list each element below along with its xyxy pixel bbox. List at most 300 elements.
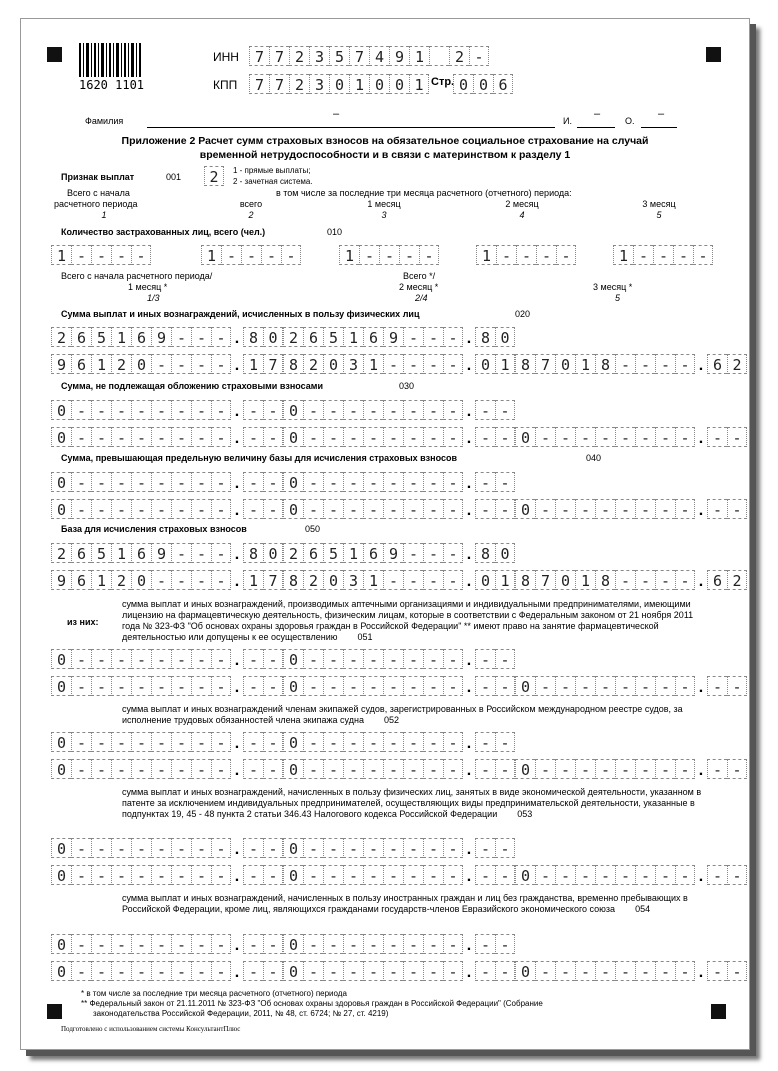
char-cell: - — [263, 400, 283, 420]
char-cell: 7 — [249, 74, 269, 94]
char-cell: - — [727, 427, 747, 447]
char-cell: - — [343, 499, 363, 519]
s050-row2-field-3[interactable] — [515, 570, 747, 590]
char-cell: - — [303, 499, 323, 519]
amount-integer — [283, 759, 463, 779]
amount-decimal — [243, 327, 283, 347]
col-num-5: 5 — [656, 210, 662, 220]
char-cell: - — [171, 570, 191, 590]
decimal-separator: . — [698, 964, 704, 981]
s053-text-body: сумма выплат и иных вознаграждений, начисленных в пользу физических лиц, занятых в виде экономической деятельности, указанном в патенте за исключением индивидуальных предпринимателей, осуществляющих виды предпринимательской деятельности, указанные в подпунктах 19, 45 - 48 пункта 2 статьи 346.43 Налогового кодекса Российской Федерации — [122, 787, 702, 819]
char-cell: 1 — [476, 245, 496, 265]
amount-decimal — [475, 865, 515, 885]
char-cell: - — [191, 759, 211, 779]
s030-row2-field-1[interactable] — [51, 427, 283, 447]
char-cell: - — [475, 865, 495, 885]
char-cell: - — [323, 961, 343, 981]
s052-row1-field-1[interactable] — [51, 732, 283, 752]
char-cell: - — [111, 676, 131, 696]
s054-row2-field-2[interactable] — [283, 961, 515, 981]
s051-row2-field-3[interactable] — [515, 676, 747, 696]
s020-row1-field-2[interactable] — [283, 327, 515, 347]
char-cell: - — [91, 245, 111, 265]
s052-code: 052 — [383, 715, 400, 725]
char-cell: 0 — [283, 961, 303, 981]
char-cell: - — [151, 354, 171, 374]
s052-row1-field-2[interactable] — [283, 732, 515, 752]
char-cell: - — [211, 472, 231, 492]
char-cell: 2 — [449, 46, 469, 66]
legend-a: Всего с начала расчетного периода/ — [61, 271, 213, 281]
decimal-separator: . — [466, 868, 472, 885]
char-cell: - — [423, 865, 443, 885]
char-cell: - — [383, 400, 403, 420]
char-cell: 0 — [369, 74, 389, 94]
amount-decimal — [243, 543, 283, 563]
amount-integer — [283, 472, 463, 492]
char-cell: 0 — [475, 354, 495, 374]
char-cell: 6 — [363, 327, 383, 347]
char-cell: - — [323, 732, 343, 752]
decimal-separator: . — [234, 868, 240, 885]
amount-integer — [515, 499, 695, 519]
col-total: всего — [239, 199, 263, 209]
s050-row2-field-1[interactable] — [51, 570, 283, 590]
s040-code: 040 — [586, 453, 602, 463]
char-cell: 7 — [535, 570, 555, 590]
char-cell: - — [595, 676, 615, 696]
char-cell: - — [575, 865, 595, 885]
s040-row1-field-1[interactable] — [51, 472, 283, 492]
char-cell: - — [171, 961, 191, 981]
char-cell: 0 — [283, 472, 303, 492]
char-cell: - — [111, 649, 131, 669]
s050-row1-field-2[interactable] — [283, 543, 515, 563]
s030-row1-field-1[interactable] — [51, 400, 283, 420]
char-cell: - — [191, 649, 211, 669]
s053-row2-field-2[interactable] — [283, 865, 515, 885]
char-cell: - — [635, 759, 655, 779]
char-cell: - — [443, 543, 463, 563]
char-cell: 2 — [303, 570, 323, 590]
char-cell: - — [443, 759, 463, 779]
amount-decimal — [475, 732, 515, 752]
amount-integer — [51, 961, 231, 981]
char-cell: - — [243, 427, 263, 447]
char-cell: - — [475, 427, 495, 447]
char-cell: - — [303, 472, 323, 492]
char-cell: - — [91, 934, 111, 954]
s040-row1-field-2[interactable] — [283, 472, 515, 492]
char-cell: - — [443, 400, 463, 420]
char-cell: - — [423, 427, 443, 447]
char-cell: - — [131, 499, 151, 519]
char-cell: - — [635, 865, 655, 885]
char-cell: - — [383, 732, 403, 752]
char-cell: - — [263, 759, 283, 779]
char-cell: 0 — [329, 74, 349, 94]
char-cell: - — [131, 934, 151, 954]
s020-row2-field-3[interactable] — [515, 354, 747, 374]
char-cell: 8 — [595, 570, 615, 590]
char-cell: - — [171, 732, 191, 752]
char-cell: - — [403, 570, 423, 590]
char-cell: - — [71, 838, 91, 858]
char-cell: - — [131, 838, 151, 858]
insured-total[interactable] — [51, 245, 151, 265]
char-cell: - — [635, 676, 655, 696]
char-cell: 0 — [131, 354, 151, 374]
s054-row2-field-1[interactable] — [51, 961, 283, 981]
s054-row1-field-1[interactable] — [51, 934, 283, 954]
s040-label: Сумма, превышающая предельную величину базы для исчисления страховых взносов — [61, 453, 457, 463]
char-cell: - — [151, 934, 171, 954]
char-cell: - — [151, 961, 171, 981]
char-cell: - — [635, 570, 655, 590]
char-cell: - — [403, 676, 423, 696]
s051-row2-field-1[interactable] — [51, 676, 283, 696]
char-cell: - — [191, 327, 211, 347]
char-cell: - — [303, 838, 323, 858]
legend-f: 2/4 — [415, 293, 428, 303]
char-cell: - — [556, 245, 576, 265]
char-cell: - — [303, 759, 323, 779]
footnote-3: законодательства Российской Федерации, 2011, № 48, ст. 6724; № 27, ст. 4219) — [93, 1009, 389, 1018]
decimal-separator: . — [234, 403, 240, 420]
char-cell: - — [443, 327, 463, 347]
s020-code: 020 — [515, 309, 531, 319]
sign-field[interactable] — [204, 166, 224, 186]
char-cell: - — [615, 570, 635, 590]
insured-total-last3[interactable] — [201, 245, 301, 265]
s051-row1-field-1[interactable] — [51, 649, 283, 669]
char-cell: - — [727, 499, 747, 519]
char-cell: 0 — [283, 934, 303, 954]
char-cell: - — [71, 934, 91, 954]
char-cell: - — [191, 865, 211, 885]
char-cell: - — [263, 649, 283, 669]
char-cell: - — [359, 245, 379, 265]
decimal-separator: . — [466, 841, 472, 858]
sign-code: 001 — [166, 172, 182, 182]
char-cell: 6 — [131, 327, 151, 347]
char-cell: - — [71, 732, 91, 752]
char-cell: - — [211, 865, 231, 885]
char-cell: - — [655, 570, 675, 590]
amount-decimal — [475, 327, 515, 347]
amount-decimal — [243, 934, 283, 954]
char-cell: - — [653, 245, 673, 265]
s030-row1-field-2[interactable] — [283, 400, 515, 420]
char-cell: 9 — [51, 570, 71, 590]
char-cell: - — [383, 427, 403, 447]
char-cell: 1 — [575, 354, 595, 374]
legend-g: 3 месяц * — [593, 282, 633, 292]
char-cell: - — [111, 427, 131, 447]
char-cell: - — [693, 245, 713, 265]
amount-decimal — [475, 570, 515, 590]
char-cell: - — [555, 499, 575, 519]
char-cell: 0 — [51, 649, 71, 669]
char-cell: - — [443, 732, 463, 752]
insured-month1[interactable] — [339, 245, 439, 265]
char-cell: - — [171, 327, 191, 347]
char-cell: - — [403, 865, 423, 885]
char-cell: - — [535, 676, 555, 696]
char-cell: 5 — [323, 543, 343, 563]
legend-c: 1/3 — [147, 293, 160, 303]
char-cell: - — [403, 838, 423, 858]
char-cell: - — [261, 245, 281, 265]
char-cell: - — [211, 354, 231, 374]
s050-row1-field-1[interactable] — [51, 543, 283, 563]
char-cell: - — [675, 961, 695, 981]
s030-row2-field-3[interactable] — [515, 427, 747, 447]
char-cell: - — [323, 400, 343, 420]
char-cell: - — [495, 732, 515, 752]
char-cell: 0 — [323, 570, 343, 590]
insured-month2[interactable] — [476, 245, 576, 265]
char-cell: - — [555, 759, 575, 779]
char-cell: - — [675, 570, 695, 590]
insured-code: 010 — [327, 227, 343, 237]
char-cell: - — [71, 472, 91, 492]
char-cell: 8 — [283, 570, 303, 590]
char-cell: - — [243, 838, 263, 858]
char-cell: - — [343, 472, 363, 492]
s053-row1-field-2[interactable] — [283, 838, 515, 858]
initial-i-value[interactable]: – — [593, 108, 601, 120]
char-cell: - — [423, 400, 443, 420]
char-cell: 2 — [51, 327, 71, 347]
char-cell: - — [423, 649, 443, 669]
s051-row1-field-2[interactable] — [283, 649, 515, 669]
char-cell: - — [323, 934, 343, 954]
corner-marker-bl — [47, 1004, 62, 1019]
insured-month3[interactable] — [613, 245, 713, 265]
decimal-separator: . — [698, 430, 704, 447]
s051-row2-field-2[interactable] — [283, 676, 515, 696]
decimal-separator: . — [466, 502, 472, 519]
s054-row2-field-3[interactable] — [515, 961, 747, 981]
s030-row2-field-2[interactable] — [283, 427, 515, 447]
char-cell: - — [443, 934, 463, 954]
char-cell: 4 — [369, 46, 389, 66]
char-cell: 2 — [289, 46, 309, 66]
char-cell: - — [363, 427, 383, 447]
s053-row2-field-1[interactable] — [51, 865, 283, 885]
char-cell: - — [191, 961, 211, 981]
amount-decimal — [243, 400, 283, 420]
char-cell: - — [475, 732, 495, 752]
char-cell: - — [403, 543, 423, 563]
char-cell: - — [131, 759, 151, 779]
char-cell: - — [243, 759, 263, 779]
s020-row2-field-1[interactable] — [51, 354, 283, 374]
s053-row1-field-1[interactable] — [51, 838, 283, 858]
s051-text-body: сумма выплат и иных вознаграждений, производимых аптечными организациями и индивидуальными предпринимателями, имеющими лицензию на фармацевтическую деятельность, физическим лицам, которые в соответствии с Федеральным законом от 21 ноября 2011 года № 323-ФЗ "Об основах охраны здоровья граждан в Российской Федерации" ** имеют право на занятие фармацевтической деятельностью или допущены к ее осуществлению — [122, 599, 694, 642]
char-cell: - — [615, 499, 635, 519]
decimal-separator: . — [466, 652, 472, 669]
char-cell: - — [423, 570, 443, 590]
char-cell: - — [495, 676, 515, 696]
char-cell: 9 — [383, 327, 403, 347]
char-cell: - — [403, 732, 423, 752]
char-cell: - — [323, 865, 343, 885]
char-cell: - — [323, 838, 343, 858]
s052-row2-field-1[interactable] — [51, 759, 283, 779]
char-cell: - — [323, 499, 343, 519]
char-cell: - — [727, 865, 747, 885]
surname-value[interactable]: – — [332, 108, 340, 120]
page-field[interactable] — [453, 74, 513, 94]
char-cell: - — [423, 838, 443, 858]
char-cell: - — [343, 838, 363, 858]
char-cell: - — [575, 961, 595, 981]
char-cell: - — [535, 427, 555, 447]
char-cell: - — [363, 732, 383, 752]
amount-integer — [283, 934, 463, 954]
char-cell: - — [263, 732, 283, 752]
char-cell: - — [171, 934, 191, 954]
char-cell: - — [171, 354, 191, 374]
char-cell: 1 — [201, 245, 221, 265]
s020-row1-field-1[interactable] — [51, 327, 283, 347]
amount-decimal — [475, 961, 515, 981]
char-cell: 0 — [495, 543, 515, 563]
s054-text — [122, 893, 712, 915]
amount-integer — [51, 543, 231, 563]
char-cell: - — [191, 934, 211, 954]
s054-row1-field-2[interactable] — [283, 934, 515, 954]
decimal-separator: . — [234, 937, 240, 954]
amount-decimal — [475, 838, 515, 858]
char-cell: - — [383, 472, 403, 492]
char-cell: - — [535, 961, 555, 981]
decimal-separator: . — [466, 430, 472, 447]
char-cell: - — [111, 759, 131, 779]
char-cell: - — [707, 961, 727, 981]
char-cell: - — [131, 865, 151, 885]
decimal-separator: . — [466, 546, 472, 563]
char-cell: 3 — [343, 570, 363, 590]
char-cell: 9 — [151, 543, 171, 563]
char-cell: - — [111, 245, 131, 265]
char-cell: - — [91, 472, 111, 492]
s020-row2-field-2[interactable] — [283, 354, 515, 374]
char-cell: - — [191, 354, 211, 374]
char-cell: - — [383, 865, 403, 885]
inn-field[interactable] — [249, 46, 489, 66]
char-cell: 1 — [243, 354, 263, 374]
decimal-separator: . — [234, 964, 240, 981]
kpp-label: КПП — [213, 78, 238, 92]
s040-row2-field-2[interactable] — [283, 499, 515, 519]
char-cell: - — [383, 676, 403, 696]
char-cell: - — [423, 543, 443, 563]
s040-row2-field-1[interactable] — [51, 499, 283, 519]
char-cell: - — [111, 865, 131, 885]
char-cell: - — [323, 649, 343, 669]
s051-prefix: из них: — [67, 617, 99, 627]
char-cell: 2 — [727, 354, 747, 374]
char-cell: - — [727, 759, 747, 779]
char-cell: - — [475, 649, 495, 669]
char-cell: 1 — [343, 327, 363, 347]
char-cell: - — [171, 427, 191, 447]
char-cell: - — [423, 676, 443, 696]
initial-o-value[interactable]: – — [657, 108, 665, 120]
char-cell: - — [111, 961, 131, 981]
decimal-separator: . — [466, 403, 472, 420]
amount-integer — [283, 543, 463, 563]
char-cell: 0 — [473, 74, 493, 94]
s050-row2-field-2[interactable] — [283, 570, 515, 590]
char-cell: - — [211, 838, 231, 858]
char-cell: 8 — [515, 570, 535, 590]
char-cell: - — [403, 327, 423, 347]
char-cell: 0 — [51, 427, 71, 447]
char-cell: 0 — [283, 732, 303, 752]
amount-decimal — [475, 472, 515, 492]
char-cell: - — [727, 676, 747, 696]
char-cell: - — [343, 732, 363, 752]
char-cell: - — [615, 759, 635, 779]
char-cell: 2 — [204, 166, 224, 186]
char-cell: 1 — [343, 543, 363, 563]
char-cell: - — [171, 865, 191, 885]
char-cell: - — [535, 865, 555, 885]
s052-row2-field-2[interactable] — [283, 759, 515, 779]
char-cell: - — [151, 759, 171, 779]
char-cell: - — [263, 961, 283, 981]
char-cell: 2 — [51, 543, 71, 563]
amount-integer — [283, 427, 463, 447]
char-cell: - — [343, 400, 363, 420]
char-cell: - — [323, 472, 343, 492]
decimal-separator: . — [466, 475, 472, 492]
kpp-field[interactable] — [249, 74, 429, 94]
char-cell: - — [263, 934, 283, 954]
s053-row2-field-3[interactable] — [515, 865, 747, 885]
char-cell: 8 — [475, 327, 495, 347]
amount-integer — [51, 570, 231, 590]
s052-row2-field-3[interactable] — [515, 759, 747, 779]
char-cell: - — [475, 676, 495, 696]
initial-i-label: И. — [563, 116, 572, 126]
char-cell: - — [635, 499, 655, 519]
char-cell: 0 — [51, 400, 71, 420]
amount-integer — [51, 934, 231, 954]
char-cell: - — [443, 865, 463, 885]
char-cell: - — [151, 400, 171, 420]
char-cell: 0 — [283, 400, 303, 420]
char-cell: - — [281, 245, 301, 265]
char-cell: - — [363, 934, 383, 954]
char-cell: - — [171, 649, 191, 669]
char-cell: 2 — [289, 74, 309, 94]
char-cell: - — [363, 400, 383, 420]
s040-row2-field-3[interactable] — [515, 499, 747, 519]
amount-integer — [515, 676, 695, 696]
decimal-separator: . — [698, 679, 704, 696]
amount-decimal — [475, 400, 515, 420]
char-cell: - — [615, 961, 635, 981]
char-cell: - — [243, 400, 263, 420]
char-cell: - — [171, 400, 191, 420]
char-cell: - — [323, 759, 343, 779]
amount-integer — [515, 865, 695, 885]
